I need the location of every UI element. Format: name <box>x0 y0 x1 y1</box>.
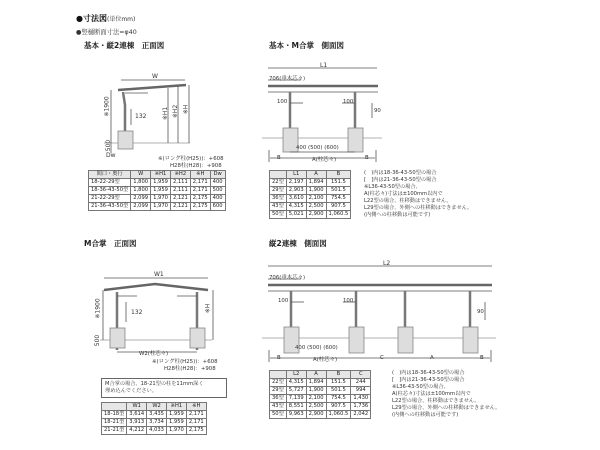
table-row <box>270 387 371 395</box>
table-cell: 1,430 <box>351 395 371 403</box>
table-cell: 2,903 <box>286 187 306 195</box>
table-header: W1 <box>127 403 147 411</box>
dim-l2: L2 <box>383 260 391 267</box>
note-line: L22型の場合、柱移動はできません。 <box>364 198 452 204</box>
dim-b-2a: B <box>277 355 281 361</box>
table-cell: 4,212 <box>127 427 147 435</box>
dim-a-2b: A <box>430 355 434 361</box>
table-header-row <box>270 371 371 379</box>
table-header: 間口・奥行 <box>89 171 131 179</box>
table-cell: 4,033 <box>147 427 167 435</box>
table-cell: 3,610 <box>286 195 306 203</box>
section-side-basic: 基本・M合掌 側面図 <box>269 41 344 50</box>
table-header: Dw <box>210 171 225 179</box>
table-cell: 21-21型 <box>102 427 127 435</box>
table-cell: 1,900 <box>306 187 326 195</box>
table-cell: 500 <box>210 187 225 195</box>
dim-h: ※H <box>182 104 190 115</box>
table-cell: 400 <box>210 179 225 187</box>
table-cell: 29型 <box>270 387 287 395</box>
dim-400: 400 <box>295 345 306 351</box>
dim-500: 500 <box>105 139 113 152</box>
table-cell: 18-36-43-50型 <box>89 187 131 195</box>
table-cell: 2,171 <box>186 419 206 427</box>
table-cell: 43型 <box>270 403 287 411</box>
table-cell: 3,913 <box>127 419 147 427</box>
table-cell: 4,315 <box>286 379 306 387</box>
dim-w2: W2(柱芯々) <box>139 351 169 357</box>
table-row <box>270 411 371 419</box>
note-line: ※L36-43-50型の場合、 <box>392 384 449 390</box>
note-line: A(柱芯々)寸法は±100mm以内で <box>364 191 443 197</box>
table-cell: 43型 <box>270 203 287 211</box>
table-header <box>270 371 287 379</box>
dim-eave-2: 706(垂木芯々) <box>269 275 306 281</box>
dims-bottom-2 <box>295 345 338 351</box>
table-header: B <box>326 371 351 379</box>
table-cell: 18-18型 <box>102 411 127 419</box>
note-line: ( )内は18-36-43-50型の場合 <box>364 170 437 176</box>
table-cell: 2,121 <box>170 203 190 211</box>
dim-600-paren: (600) <box>324 145 339 151</box>
table-cell: 1,894 <box>306 179 326 187</box>
table-cell: 754.5 <box>326 395 351 403</box>
table-cell: 1,900 <box>306 387 326 395</box>
table-cell: 2,171 <box>190 179 210 187</box>
table-cell: 2,099 <box>131 195 151 203</box>
table-cell: 501.5 <box>326 387 351 395</box>
table-header: ※H <box>190 171 210 179</box>
table-cell: 2,100 <box>306 195 326 203</box>
downspout-note: ●竪樋断面寸法=φ40 <box>76 29 137 36</box>
table-cell: 2,111 <box>170 179 190 187</box>
table-cell: 1,959 <box>151 179 171 187</box>
table-cell: 7,139 <box>286 395 306 403</box>
table-cell: 2,171 <box>190 187 210 195</box>
table-cell: 1,736 <box>351 403 371 411</box>
table-cell: 600 <box>210 203 225 211</box>
table-cell: 9,963 <box>286 411 306 419</box>
note-line: (内側への柱移動は可能です) <box>392 412 459 418</box>
dim-l1: L1 <box>320 62 328 69</box>
side-double-table <box>269 370 371 419</box>
dim-500-paren: (500) <box>307 345 322 351</box>
table-cell: 3,614 <box>127 411 147 419</box>
m-note-line: M合掌の場合、18-21型の柱を11mm深く <box>105 381 204 387</box>
table-cell: 2,121 <box>170 195 190 203</box>
table-cell: 2,175 <box>186 427 206 435</box>
table-cell: 907.5 <box>326 403 351 411</box>
table-cell: 2,500 <box>306 203 326 211</box>
note-line: L22型の場合、柱移動はできません。 <box>392 398 480 404</box>
section-side-double: 縦2連棟 側面図 <box>269 239 327 248</box>
note-line: ※L36-43-50型の場合、 <box>364 184 421 190</box>
table-cell: 2,500 <box>306 403 326 411</box>
section-front-basic: 基本・縦2連棟 正面図 <box>84 41 165 50</box>
note-line: (内側への柱移動は可能です) <box>364 212 431 218</box>
unit-note: (単位mm) <box>106 16 136 23</box>
table-cell: 5,727 <box>286 387 306 395</box>
dim-132: 132 <box>135 113 147 120</box>
dim-a-pillar: A(柱芯々) <box>312 157 337 163</box>
table-cell: 151.5 <box>326 379 351 387</box>
table-cell: 151.5 <box>326 179 351 187</box>
table-header: L2 <box>286 371 306 379</box>
table-cell: 1,800 <box>131 187 151 195</box>
table-cell: 36型 <box>270 195 287 203</box>
table-cell: 29型 <box>270 187 287 195</box>
table-cell: 2,175 <box>190 195 210 203</box>
side-double-notes <box>392 370 500 419</box>
table-cell: 1,959 <box>151 187 171 195</box>
table-cell: 3,435 <box>147 411 167 419</box>
title-mark: ● <box>76 14 83 23</box>
table-header: A <box>306 371 326 379</box>
title-text: 寸法図 <box>82 14 107 23</box>
table-cell: 1,970 <box>151 203 171 211</box>
dim-400: 400 <box>296 145 307 151</box>
table-cell: 18-21型 <box>102 419 127 427</box>
table-cell: 22型 <box>270 379 287 387</box>
table-header: W2 <box>147 403 167 411</box>
note-line: L29型の場合、外側への柱移動はできません。 <box>364 205 473 211</box>
table-row <box>270 379 371 387</box>
dim-dw: Dw <box>106 152 116 159</box>
dim-100-a: 100 <box>278 298 289 304</box>
dim-w: W <box>152 73 158 80</box>
table-row <box>270 403 371 411</box>
dim-a-2a: A(柱芯々) <box>313 357 338 363</box>
table-row <box>270 395 371 403</box>
dim-90-2: 90 <box>477 309 484 315</box>
table-cell: 8,551 <box>286 403 306 411</box>
table-header: L1 <box>286 171 306 179</box>
dim-500-m: 500 <box>94 334 102 347</box>
table-cell: 2,900 <box>306 411 326 419</box>
dim-b-right: B <box>365 155 369 161</box>
table-header: C <box>351 371 371 379</box>
table-cell: 1,970 <box>166 427 186 435</box>
table-cell: 754.5 <box>326 195 351 203</box>
m-note-line: 埋め込んでください。 <box>105 388 157 394</box>
dim-h1: ※H1 <box>162 106 170 121</box>
table-header: B <box>326 171 351 179</box>
table-cell: 1,959 <box>166 419 186 427</box>
dim-1900-m: ※1900 <box>94 298 102 319</box>
dim-eave: 706(垂木芯々) <box>269 76 306 82</box>
dim-b-left: B <box>277 155 281 161</box>
table-cell: 2,100 <box>306 395 326 403</box>
note-line: ( )内は18-36-43-50型の場合 <box>392 370 465 376</box>
table-cell: 3,734 <box>147 419 167 427</box>
table-cell: 22型 <box>270 179 287 187</box>
table-cell: 1,060.5 <box>326 411 351 419</box>
dim-h-m: ※H <box>204 303 212 314</box>
dim-b-2b: B <box>480 355 484 361</box>
table-cell: 1,894 <box>306 379 326 387</box>
table-cell: 4,315 <box>286 203 306 211</box>
table-cell: 2,175 <box>190 203 210 211</box>
table-cell: 36型 <box>270 395 287 403</box>
long-pillar-note-1: ※(ロング柱(H25))：+608 <box>158 156 224 162</box>
table-header: A <box>306 171 326 179</box>
table-cell: 2,900 <box>306 211 326 219</box>
dim-90: 90 <box>374 108 381 114</box>
table-cell: 1,959 <box>166 411 186 419</box>
note-line: [ ]内は21-36-43-50型の場合 <box>392 377 465 383</box>
table-cell: 50型 <box>270 411 287 419</box>
dim-132-m: 132 <box>131 309 143 316</box>
long-pillar-note-m2: H28柱(H28)：+908 <box>164 366 216 372</box>
table-cell: 21-22-29型 <box>89 195 131 203</box>
table-cell: 2,171 <box>186 411 206 419</box>
note-line: L29型の場合、外側への柱移動はできません。 <box>392 405 501 411</box>
note-line: A(柱芯々)寸法は±100mm以内で <box>392 391 471 397</box>
dim-c-2: C <box>380 355 384 361</box>
table-header: ※H1 <box>151 171 171 179</box>
long-pillar-note-2: H28柱(H28)：+908 <box>170 163 222 169</box>
table-cell: 400 <box>210 195 225 203</box>
table-cell: 244 <box>351 379 371 387</box>
table-header: ※H <box>186 403 206 411</box>
note-line: [ ]内は21-36-43-50型の場合 <box>364 177 437 183</box>
table-cell: 1,970 <box>151 195 171 203</box>
table-cell: 2,111 <box>170 187 190 195</box>
dim-600-paren: (600) <box>323 345 338 351</box>
dim-w1: W1 <box>154 271 164 278</box>
dim-500-paren: (500) <box>308 145 323 151</box>
table-header: ※H2 <box>170 171 190 179</box>
table-cell: 994 <box>351 387 371 395</box>
table-cell: 907.5 <box>326 203 351 211</box>
dim-100-right: 100 <box>343 99 354 105</box>
table-header: W <box>131 171 151 179</box>
table-cell: 2,099 <box>131 203 151 211</box>
table-header: ※H1 <box>166 403 186 411</box>
table-cell: 5,021 <box>286 211 306 219</box>
long-pillar-note-m1: ※(ロング柱(H25))：+608 <box>152 359 218 365</box>
section-front-m: M合掌 正面図 <box>84 239 137 248</box>
table-cell: 501.5 <box>326 187 351 195</box>
dim-1900: ※1900 <box>103 96 111 117</box>
dim-h2: ※H2 <box>172 104 180 119</box>
table-cell: 50型 <box>270 211 287 219</box>
table-cell: 2,197 <box>286 179 306 187</box>
table-cell: 18-22-29型 <box>89 179 131 187</box>
table-cell: 21-36-43-50型 <box>89 203 131 211</box>
dim-100-left: 100 <box>277 99 288 105</box>
dim-100-b: 100 <box>343 298 354 304</box>
table-cell: 2,042 <box>351 411 371 419</box>
table-cell: 1,800 <box>131 179 151 187</box>
table-cell: 1,060.5 <box>326 211 351 219</box>
